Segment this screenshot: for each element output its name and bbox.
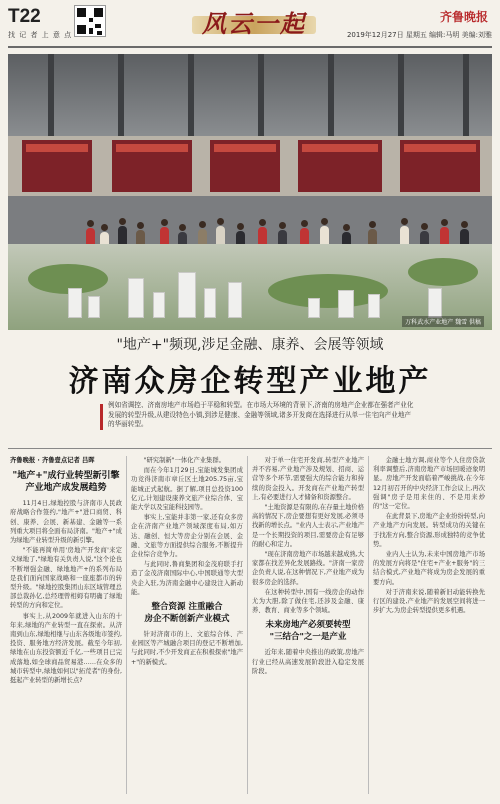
column-rule — [247, 456, 248, 794]
article-lead: 例如省调控、济南房地产市场趋于平稳和转型。在市场大环境的背景下,济南的房地产企业都在强者产业化发展的转型升级,从建设特色小镇,到涉足健康、金融等领域,诸多开发商在选择进行从单一住宅向产业地产的华丽转型。 — [108, 401, 414, 428]
paragraph: 事实上,宝能并非第一家,还有众多房企在济南产业地产领域深度布局,如万达、融创、恒大等房企分别在会展、金融、文旅等方面提供综合服务,不断提升企业综合竞争力。 — [131, 514, 243, 559]
paragraph: 对于济南来说,随着新旧动能转换先行区的建设,产业地产的发展空间将进一步扩大,为房企转型提供更多机遇。 — [373, 588, 485, 615]
page-subtitle: 找 记 者 上 意 点 — [8, 31, 73, 39]
paragraph: "土地资源是有限的,在存量土地价格高的情况下,房企要想有更好发展,必须寻找新的增长点。"业内人士表示,产业地产是一个长期投资的项目,需要房企有足够的耐心和定力。 — [252, 504, 364, 548]
article-column-1 — [10, 456, 122, 794]
column-rule — [368, 456, 369, 794]
article-byline: 齐鲁晚报 · 齐鲁壹点记者 吕晖 — [10, 457, 95, 464]
article-kicker: "地产+"频现,涉足金融、康养、会展等领域 — [116, 337, 384, 353]
newspaper-brand: 齐鲁晚报 — [439, 10, 488, 24]
section-divider — [8, 448, 492, 449]
paragraph: "不能再简单用'房地产开发商'来定义绿地了,"绿地有关负责人说,"这个论也不断增强金融、绿地地产+的系列布局是我们面向国家战略和一座座都市的转型升级。"绿地控股集团山东区域管理总部总裁孙亿,总经理曾相姆有明确了绿地转型的方向和定位。 — [10, 547, 122, 610]
subhead-2 — [131, 601, 243, 625]
paragraph: 在此背景下,房地产企业纷纷转型,向产业地产方向发展。转型成功的关键在于找准方向,整合资源,形成独特的竞争优势。 — [373, 513, 485, 548]
qr-code-icon[interactable] — [74, 5, 106, 37]
subhead-1 — [10, 470, 122, 494]
paragraph: "现在济南房地产市场越来越成熟,大家都在找差异化发展路线。"济南一家房企负责人说,在这种情况下,产业地产成为很多房企的选择。 — [252, 551, 364, 586]
issue-date: 2019年12月27日 星期五 编辑:马明 美编:刘雅 — [346, 31, 492, 39]
subhead-3 — [252, 619, 364, 643]
column-rule — [126, 456, 127, 794]
paragraph: 近年来,随着中央推出的政策,房地产行业已经从高速发展阶段进入稳定发展阶段。 — [252, 649, 364, 675]
paragraph: 11月4日,绿地控股与济南市人民政府战略合作签约,"地产+"进口商贸、科创、康养、会展、新基建、金融等一系列重大项目将全面布局济南。"地产+"成为绿地产业转型升级的新引擎。 — [10, 500, 122, 545]
header-divider — [8, 46, 492, 48]
subhead-line: 产业地产成发展趋势 — [25, 483, 107, 494]
subhead-line: "地产+"成行业转型新引擎 — [12, 471, 120, 482]
paragraph: 对于单一住宅开发商,转型产业地产并不容易,产业地产涉及规划、招商、运营等多个环节,需要强大的综合能力和持续的资金投入。开发商在产业地产转型上,有必要进行人才储备和资源整合。 — [252, 457, 364, 501]
paragraph: 业内人士认为,未来中国房地产市场的发展方向将是"住宅+产业+服务"的三结合模式,产业地产将成为房企发展的重要方向。 — [373, 551, 485, 586]
page-header — [0, 0, 500, 54]
article-column-4 — [373, 456, 485, 794]
news-photo — [8, 54, 492, 330]
photo-caption: 万科武水产业地产 魏雪 供稿 — [402, 316, 484, 327]
article-column-3 — [252, 456, 364, 794]
article-column-2 — [131, 456, 243, 794]
paragraph: "研究制新"一体化产业集群。 — [143, 457, 225, 464]
section-masthead — [192, 2, 316, 46]
paragraph: 而在今年1月29日,宝能城发集团成功竞得济南市章丘区土地205.75亩,宝能城正式起航。据了解,项目总投资100亿元,计划建设康养文旅产业综合体、宝能大学以及宝能科技园等。 — [131, 467, 243, 512]
masthead-title: 风云一起 — [202, 9, 306, 38]
subhead-line: 整合资源 注重融合 — [151, 602, 223, 613]
article-headline: 济南众房企转型产业地产 — [68, 364, 432, 399]
paragraph: 与此同时,鲁商集团和金茂府联手打造了金茂济南国际中心,中国联通等大型央企入驻,为济南金融中心建设注入新动能。 — [131, 561, 243, 596]
paragraph: 事实上,从2009年就进入山东的十年来,绿地的产业转型一直在探索。从济南到山东,绿地相继与山东各级地市签约,投资、服务地方经济发展。截至今年初,绿地在山东投资额近千亿,一些项目已完成落地,如全球商品贸易港……在众多的城市转型中,绿地如何以"拓荒者"的身份,挺起产业转型的新增长点? — [10, 612, 122, 685]
paragraph: 针对济南市的上、文旅综合体、产业园区等产城融合项目的登记不断增加,与此同时,不少开发商正在积极探索"地产+"的新模式。 — [131, 631, 243, 666]
paragraph: 在这种转型中,国有一线房企的动作尤为大胆,除了做住宅,还涉及金融、康养、教育、商业等多个领域。 — [252, 588, 364, 615]
subhead-line: "三结合"之一是产业 — [269, 632, 347, 643]
subhead-line: 未来房地产必须要转型 — [265, 620, 351, 631]
lead-accent-bar — [100, 404, 103, 430]
paragraph: 金融士地方调,商业等个人住房贷款利率调整后,济南房地产市场回暖迹象明显。房地产开发面临着严峻挑战,在今年12月初召开的中央经济工作会议上,再次强调"房子是用来住的、不是用来炒的"这一定位。 — [373, 457, 485, 511]
subhead-line: 房企不断创新产业模式 — [144, 614, 230, 625]
page-number: T22 — [8, 6, 41, 27]
